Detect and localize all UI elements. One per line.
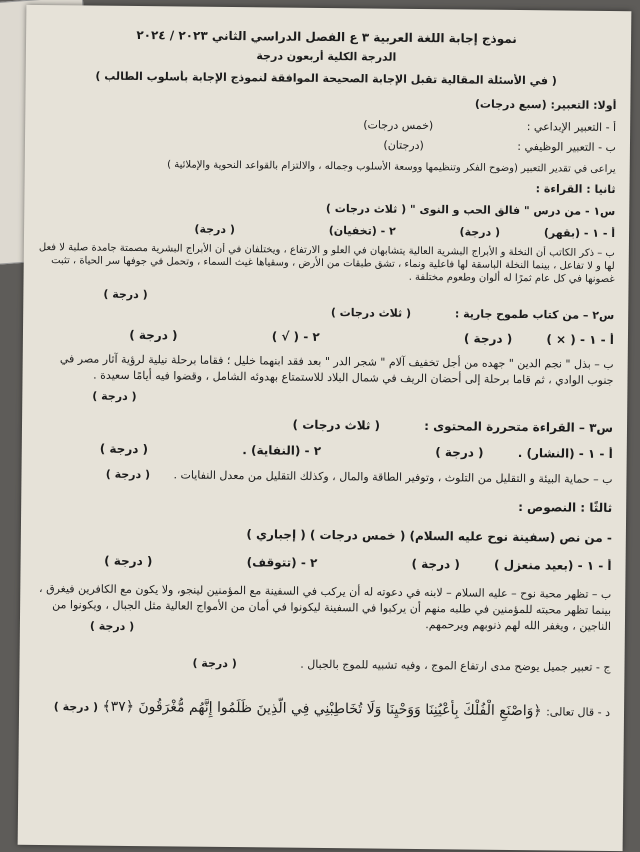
q2-a2-grade: ( درجة ) xyxy=(129,327,178,343)
q2-a1: أ - ١ - ( × ) xyxy=(546,332,615,348)
q1-a1: أ - ١ - (بقهر) xyxy=(543,226,616,241)
texts-a2-grade: ( درجة ) xyxy=(104,553,153,569)
section-expression xyxy=(35,93,616,113)
q3-b-answer: ب – حماية البيئة و التقليل من التلوث ، وتوفير الطاقة والمال ، وكذلك التقليل من معدل النفايات . xyxy=(173,468,613,487)
q3-a2-grade: ( درجة ) xyxy=(99,441,149,457)
quran-verse: ﴿وَاصْنَعِ الْفُلْكَ بِأَعْيُنِنَا وَوَحْيِنَا وَلَا تُخَاطِبْنِي فِي الَّذِينَ ظَلَمُوا إِنَّهُم مُّغْرَقُونَ ﴿٣٧﴾ xyxy=(102,698,542,720)
functional-expression-row xyxy=(35,135,616,155)
q2-a1-grade: ( درجة ) xyxy=(463,331,513,346)
q3-a-row xyxy=(32,441,613,461)
q3-a1: أ - ١ - (النشار) . xyxy=(517,446,613,462)
q1-a2: ٢ - (تخفيان) xyxy=(328,224,396,238)
creative-expression-row xyxy=(35,115,616,135)
q2-b-answer: ب – بذل " نجم الدين " جهده من أجل تخفيف آلام " شجر الدر " بعد فقد ابنهما خليل ؛ فقاما برحلة نيلية لرؤية آثار مصر في جنوب الوادي ، ثم قاما برحلة إلى أحضان الريف في شمال البلاد للاستمتاع بهدوئه الشامل ، وقضوا فيه أيامًا سعيدة . xyxy=(59,352,614,388)
expression-heading: أولا: التعبير: xyxy=(550,98,617,113)
texts-c-row xyxy=(29,655,610,675)
q1-a1-grade: ( درجة) xyxy=(459,225,501,239)
q3-b-grade: ( درجة ) xyxy=(105,467,151,482)
q1-b-answer: ب – ذكر الكاتب أن النخلة و الأبراج البشرية العالية يتشابهان في العلو و الارتفاع ، ويختلفان في أن الأبراج البشرية مصمتة جامدة صلبة لا فعل لها و لا تفاعل ، بينما النخلة الباسقة لها فاعلية ونماء ، تشق طبقات من الأرض ، وسقياها غيث السماء ، وتحمل في جوفها سر الحياة ، تثبت غصونها في كل عام ثمرًا له ألوان وطعوم مختلفة . xyxy=(38,241,615,286)
texts-a1: أ - ١ - (بعيد منعزل ) xyxy=(493,557,612,574)
q1-a2-grade: ( درجة) xyxy=(194,222,236,237)
texts-question: - من نص (سفينة نوح عليه السلام) ( خمس درجات ) ( إجباري ) xyxy=(246,527,612,546)
q3-a2: ٢ - (النفاية) . xyxy=(242,443,322,458)
texts-a2: ٢ - (تتوقف) xyxy=(246,555,318,570)
q2-grade: ( ثلاث درجات ) xyxy=(330,306,412,320)
q2-a2: ٢ - ( √ ) xyxy=(271,329,320,344)
q2-a-row xyxy=(33,327,614,347)
q3-title-row xyxy=(32,415,613,435)
q3-b-row xyxy=(31,467,612,487)
texts-d-row xyxy=(29,695,610,724)
texts-d-grade: ( درجة ) xyxy=(53,700,99,714)
creative-label: أ - التعبير الإبداعي : xyxy=(526,120,617,135)
texts-a-row xyxy=(31,553,612,573)
q3-title: س٣ – القراءة متحررة المحتوى : xyxy=(424,419,614,436)
functional-label: ب - التعبير الوظيفي : xyxy=(517,140,617,155)
q1-b-grade: ( درجة ) xyxy=(103,287,148,302)
q1-title: س١ - من درس " فالق الحب و النوى " ( ثلاث درجات ) xyxy=(325,202,616,219)
total-grade: الدرجة الكلية أربعون درجة xyxy=(256,49,397,64)
texts-c-grade: ( درجة ) xyxy=(192,656,237,671)
sheet-content xyxy=(18,5,632,851)
texts-d-prefix: د - قال تعالى: xyxy=(546,705,611,720)
texts-b-grade: ( درجة ) xyxy=(89,619,135,634)
functional-grade: (درجتان) xyxy=(383,138,424,153)
q2-title-row xyxy=(33,303,614,323)
q3-a1-grade: ( درجة ) xyxy=(435,445,484,460)
reading-heading: ثانيا : القراءة : xyxy=(535,182,616,197)
expression-note: يراعى في تقدير التعبير (وضوح الفكر وتنظيمها ووسعة الأسلوب وجماله ، والالتزام بالقواعد النحوية والإملائية ) xyxy=(167,159,616,176)
texts-heading: ثالثًا : النصوص : xyxy=(518,500,613,516)
texts-b-answer: ب – تظهر محبة نوح – عليه السلام – لابنه في دعوته له أن يركب في السفينة مع المؤمنين لينجو، ولا يكون مع الكافرين فيغرق ، بينما تظهر محبته للمؤمنين في طلبه منهم أن يركبوا في السفينة ليكونوا في أمان من الأمواج العالية مثل الجبال ، ويكونوا من الناجين ، ويغفر الله لهم ذنوبهم ويرحمهم. xyxy=(38,582,612,634)
q2-title: س٢ – من كتاب طموح جارية : xyxy=(454,307,615,323)
q2-b-grade: ( درجة ) xyxy=(92,389,137,404)
q1-a-row xyxy=(34,221,615,241)
answer-sheet xyxy=(18,5,632,851)
texts-c-answer: ج - تعبير جميل يوضح مدى ارتفاع الموج ، وفيه تشبيه للموج بالجبال . xyxy=(300,657,611,675)
texts-a1-grade: ( درجة ) xyxy=(411,556,460,572)
expression-grade: (سبع درجات) xyxy=(474,97,547,112)
q3-grade: ( ثلاث درجات ) xyxy=(292,417,381,433)
grading-note: ( في الأسئلة المقالية تقبل الإجابة الصحيحة الموافقة لنموذج الإجابة بأسلوب الطالب ) xyxy=(95,69,557,88)
creative-grade: (خمس درجات) xyxy=(363,118,434,133)
page-title: نموذج إجابة اللغة العربية ٣ ع الفصل الدراسي الثاني ٢٠٢٣ / ٢٠٢٤ xyxy=(136,28,517,46)
